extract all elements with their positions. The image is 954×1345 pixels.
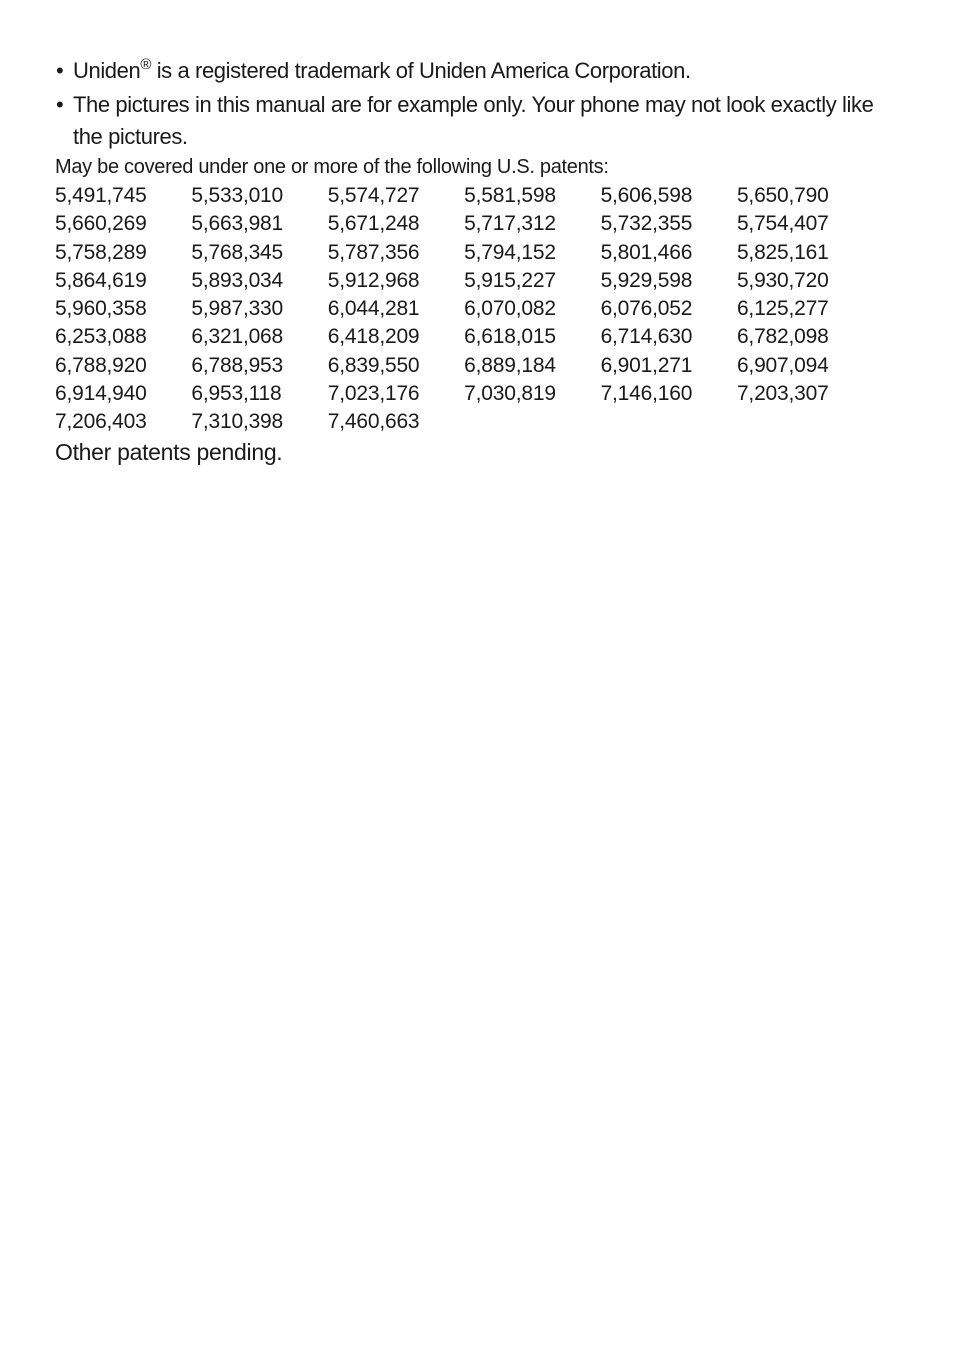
patent-number: 6,125,277: [736, 297, 829, 321]
patent-number: 6,418,209: [327, 325, 420, 349]
patent-number: 5,787,356: [327, 240, 420, 264]
patent-number: 5,960,358: [55, 297, 147, 321]
patent-number: 7,146,160: [600, 382, 693, 406]
patent-number: 6,070,082: [464, 297, 556, 321]
brand-name: Uniden: [73, 58, 141, 83]
patent-number: 6,714,630: [600, 325, 693, 349]
patent-number: 5,825,161: [736, 240, 829, 264]
patent-number: 5,660,269: [55, 212, 147, 236]
patent-number: 5,801,466: [600, 240, 693, 264]
patent-number: 5,671,248: [327, 212, 420, 236]
patent-number: 5,663,981: [191, 212, 284, 236]
patents-intro: May be covered under one or more of the following U.S. patents:: [55, 156, 609, 178]
patent-number: 5,893,034: [191, 268, 284, 292]
notes-list: [56, 55, 876, 153]
pictures-text: The pictures in this manual are for example only. Your phone may not look exactly like the pictures.: [73, 92, 874, 149]
patent-number: 5,574,727: [327, 184, 420, 207]
patent-number: 7,310,398: [191, 410, 284, 434]
bullet-marker: •: [56, 58, 64, 83]
patent-number: 6,044,281: [327, 297, 420, 321]
patent-number: 7,023,176: [327, 382, 420, 406]
patent-number: 6,953,118: [191, 382, 282, 406]
patent-number: 6,839,550: [327, 353, 420, 377]
patent-number: 6,253,088: [55, 325, 147, 349]
patent-number: 6,907,094: [736, 353, 829, 377]
patent-number: 5,606,598: [600, 184, 693, 207]
patent-number: 7,030,819: [464, 382, 556, 406]
patent-number: 5,929,598: [600, 268, 693, 292]
pictures-note: [56, 89, 876, 153]
patent-number: 5,864,619: [55, 268, 147, 292]
patent-number: 5,581,598: [464, 184, 556, 207]
registered-mark: ®: [140, 56, 151, 73]
bullet-marker: •: [56, 92, 64, 117]
patent-number: 6,914,940: [55, 382, 147, 406]
patent-number: 5,794,152: [464, 240, 556, 264]
patents-pending-note: Other patents pending.: [55, 439, 283, 465]
patent-number: 6,321,068: [191, 325, 284, 349]
patent-number: 6,782,098: [736, 325, 829, 349]
patent-number: 6,076,052: [600, 297, 693, 321]
patent-number: 5,915,227: [464, 268, 556, 292]
patent-number: 5,650,790: [736, 184, 829, 207]
patent-number: 5,987,330: [191, 297, 284, 321]
patent-number: 5,758,289: [55, 240, 147, 264]
patent-number: 6,788,953: [191, 353, 284, 377]
patent-number: 6,618,015: [464, 325, 556, 349]
patent-number: 5,717,312: [464, 212, 556, 236]
patent-number: 5,732,355: [600, 212, 693, 236]
patent-number: 7,206,403: [55, 410, 147, 434]
patent-number: 6,788,920: [55, 353, 147, 377]
patent-number-grid: [55, 182, 875, 437]
patent-number: 5,912,968: [327, 268, 420, 292]
patent-number: 5,533,010: [191, 184, 284, 207]
patent-number: 7,460,663: [327, 410, 420, 434]
patent-number: 6,889,184: [464, 353, 556, 377]
trademark-text: is a registered trademark of Uniden America Corporation.: [150, 58, 691, 83]
patent-number: 6,901,271: [600, 353, 693, 377]
patent-number: 7,203,307: [736, 382, 829, 406]
trademark-note: [56, 55, 876, 87]
patent-number: 5,754,407: [736, 212, 829, 236]
patent-number: 5,491,745: [55, 184, 147, 207]
patent-number: 5,768,345: [191, 240, 284, 264]
patent-number: 5,930,720: [736, 268, 829, 292]
